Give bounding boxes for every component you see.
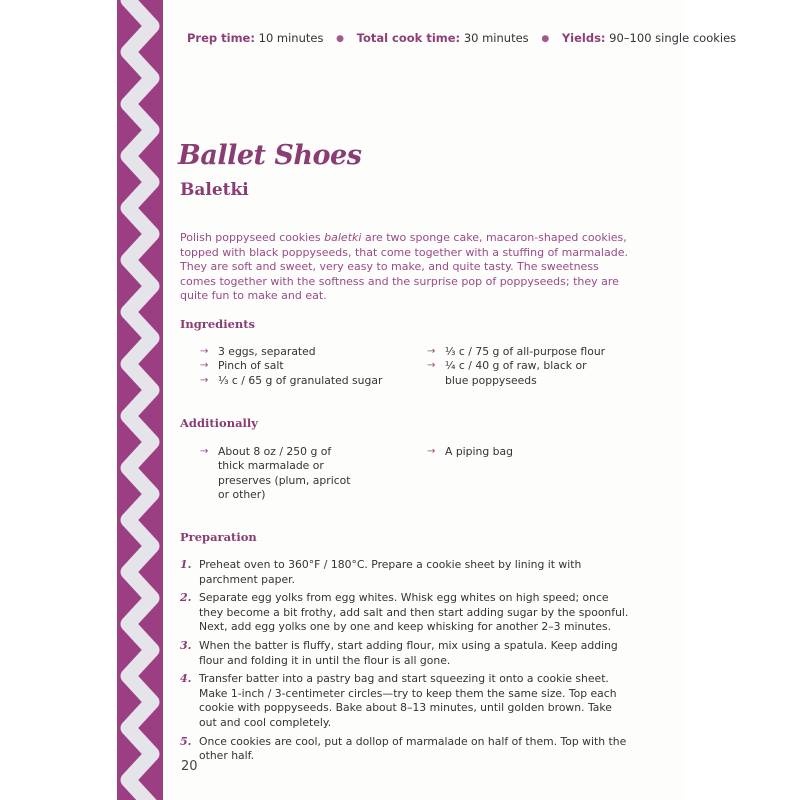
list-item-text: Pinch of salt (218, 359, 284, 373)
preparation-step (180, 558, 630, 587)
preparation-heading: Preparation (180, 530, 257, 544)
list-item-text: A piping bag (445, 445, 513, 458)
step-number: 5. (180, 734, 192, 748)
list-item (200, 445, 360, 503)
preparation-steps (180, 558, 630, 768)
arrow-right-icon: → (200, 374, 209, 386)
list-item-text: 3 eggs, separated (218, 345, 316, 358)
ingredients-heading: Ingredients (180, 317, 256, 331)
intro-text-start: Polish poppyseed cookies (180, 231, 325, 244)
yields-value: 90–100 single cookies (609, 31, 737, 45)
preparation-step (180, 591, 630, 635)
list-item-text: ⅓ c / 75 g of all-purpose flour (445, 345, 606, 358)
preparation-step (180, 735, 630, 764)
additionally-heading: Additionally (180, 416, 258, 430)
arrow-right-icon: → (200, 346, 209, 357)
step-text: Once cookies are cool, put a dollop of marmalade on half of them. Top with the other half. (199, 734, 627, 763)
step-text: Separate egg yolks from egg whites. Whisk egg whites on high speed; once they become a bit frothy, add salt and then start adding sugar by the spoonful. Next, add egg yolks one by one and keep whisking for another 2–3 minutes. (199, 591, 629, 634)
list-item (200, 345, 390, 359)
separator-dot-icon: ● (336, 34, 344, 44)
list-item (427, 359, 607, 388)
prep-time-label: Prep time: (187, 31, 255, 45)
intro-emphasis: baletki (324, 231, 362, 244)
preparation-step (180, 639, 630, 668)
recipe-title: Ballet Shoes (178, 140, 362, 171)
step-text: When the batter is fluffy, start adding flour, mix using a spatula. Keep adding flour and folding it in until the flour is all gone. (199, 638, 618, 667)
step-text: Transfer batter into a pastry bag and start squeezing it onto a cookie sheet. Make 1-inch / 3-centimeter circles—try to keep them the same size. Top each cookie with poppyseeds. Bake about 8–13 minutes, until golden brown. Take out and cool completely. (199, 672, 617, 729)
step-text: Preheat oven to 360°F / 180°C. Prepare a cookie sheet by lining it with parchment paper. (199, 558, 582, 586)
zigzag-ribbon-graphic (117, 0, 163, 800)
recipe-intro (180, 231, 636, 304)
step-number: 2. (180, 591, 192, 605)
additionally-list-right (427, 445, 607, 459)
separator-dot-icon: ● (541, 34, 550, 44)
yields-label: Yields: (561, 31, 606, 45)
prep-time-value: 10 minutes (258, 31, 324, 45)
intro-text-end: are two sponge cake, macaron-shaped cookies, topped with black poppyseeds, that come together with a stuffing of marmalade. They are soft and sweet, very easy to make, and quite tasty. The sweetness comes together with the softness and the surprise pop of poppyseeds; they are quite fun to make and eat. (180, 231, 628, 303)
ingredients-list-right (427, 345, 607, 388)
page-number: 20 (181, 759, 198, 774)
cook-time-label: Total cook time: (356, 31, 461, 45)
list-item (427, 345, 607, 359)
additionally-list-left (200, 445, 360, 503)
list-item-text: ⅓ c / 65 g of granulated sugar (218, 373, 383, 387)
step-number: 3. (180, 638, 192, 652)
arrow-right-icon: → (200, 446, 209, 457)
recipe-meta-bar (187, 31, 737, 45)
arrow-right-icon: → (200, 360, 209, 372)
ingredients-list-left (200, 345, 390, 388)
list-item (200, 374, 390, 388)
list-item-text: ¼ c / 40 g of raw, black or blue poppyseeds (445, 359, 587, 387)
preparation-step (180, 672, 630, 730)
arrow-right-icon: → (427, 446, 436, 457)
decorative-zigzag-ribbon (117, 0, 163, 800)
step-number: 1. (180, 558, 192, 571)
arrow-right-icon: → (427, 346, 436, 357)
recipe-subtitle: Baletki (180, 180, 249, 200)
arrow-right-icon: → (427, 360, 436, 372)
step-number: 4. (180, 672, 192, 686)
list-item (200, 359, 390, 373)
list-item-text: About 8 oz / 250 g of thick marmalade or preserves (plum, apricot or other) (218, 445, 351, 502)
list-item (427, 445, 607, 459)
cook-time-value: 30 minutes (463, 31, 529, 45)
